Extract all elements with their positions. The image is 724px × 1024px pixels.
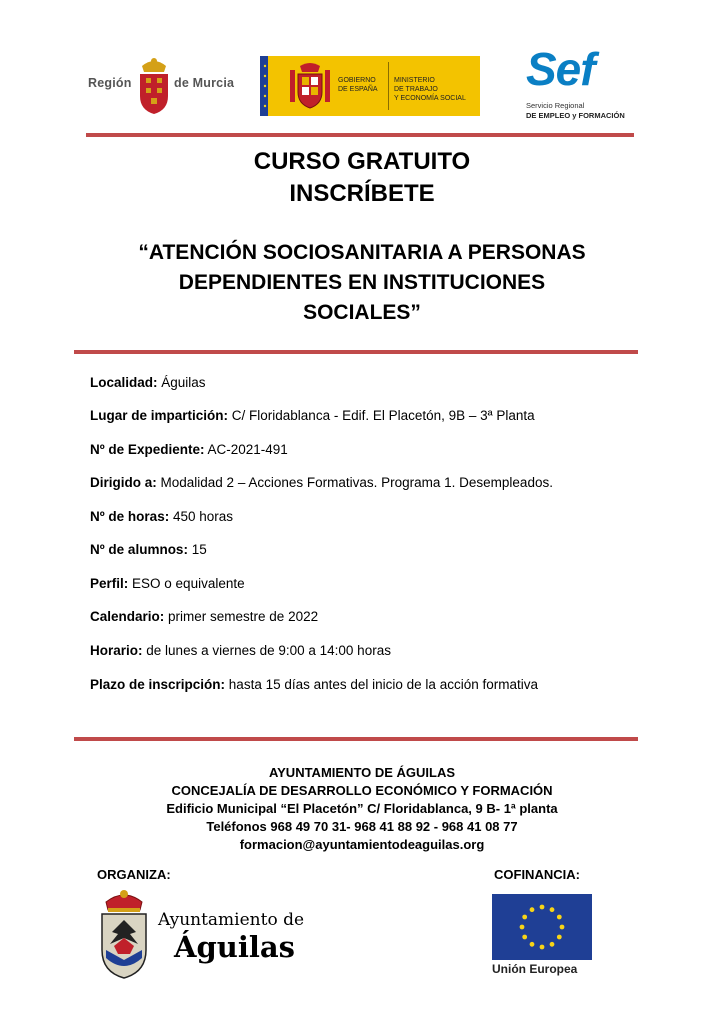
field-label: Localidad:: [90, 375, 158, 390]
spain-coat-of-arms-icon: [288, 62, 332, 110]
ministerio-line: Y ECONOMÍA SOCIAL: [394, 95, 466, 102]
eu-stars-icon: [492, 894, 592, 960]
murcia-logo-text-left: Región: [88, 76, 132, 90]
page-title: [0, 146, 724, 210]
field-value: primer semestre de 2022: [168, 609, 319, 624]
murcia-coat-of-arms-icon: [136, 56, 172, 116]
contact-block: [0, 764, 724, 854]
aguilas-coat-of-arms-icon: [96, 888, 152, 980]
field-dirigido: [90, 475, 553, 490]
ayuntamiento-aguilas-logo: [96, 888, 306, 980]
field-label: Nº de horas:: [90, 509, 170, 524]
divider-rule: [86, 133, 634, 137]
cofinancia-label: COFINANCIA:: [494, 867, 580, 882]
sef-line1: Servicio Regional: [526, 101, 585, 110]
field-value: Águilas: [161, 375, 206, 390]
field-label: Plazo de inscripción:: [90, 677, 226, 692]
region-de-murcia-logo: [88, 54, 238, 118]
title-line2: INSCRÍBETE: [289, 180, 435, 207]
divider-rule: [74, 350, 638, 354]
stars-icon: [262, 62, 268, 110]
field-expediente: [90, 442, 288, 457]
footer-email: formacion@ayuntamientodeaguilas.org: [239, 837, 485, 852]
field-label: Calendario:: [90, 609, 165, 624]
field-label: Lugar de impartición:: [90, 408, 229, 423]
course-line2: DEPENDIENTES EN INSTITUCIONES: [178, 271, 546, 294]
field-horas: [90, 509, 233, 524]
field-alumnos: [90, 542, 207, 557]
ministerio-text: [394, 76, 466, 103]
gobierno-de-espana-logo: [260, 56, 480, 116]
field-plazo: [90, 677, 538, 692]
gobierno-divider: [388, 62, 389, 110]
sef-logo: [524, 43, 628, 122]
field-label: Perfil:: [90, 576, 129, 591]
field-horario: [90, 643, 391, 658]
course-line3: SOCIALES”: [303, 301, 421, 324]
course-line1: “ATENCIÓN SOCIOSANITARIA A PERSONAS: [138, 241, 586, 264]
footer-line4: Teléfonos 968 49 70 31- 968 41 88 92 - 968 41 08 77: [206, 819, 518, 834]
field-label: Horario:: [90, 643, 143, 658]
field-localidad: [90, 375, 206, 390]
ministerio-line: MINISTERIO: [394, 77, 435, 84]
ministerio-line: DE TRABAJO: [394, 86, 438, 93]
divider-rule: [74, 737, 638, 741]
aguilas-logo-line1: Ayuntamiento de: [158, 910, 305, 930]
footer-line1: AYUNTAMIENTO DE ÁGUILAS: [268, 765, 456, 780]
field-perfil: [90, 576, 245, 591]
eu-caption: Unión Europea: [492, 962, 578, 976]
eu-flag: [492, 894, 592, 960]
field-value: de lunes a viernes de 9:00 a 14:00 horas: [146, 643, 391, 658]
gobierno-text: [338, 76, 378, 94]
sef-mark: Sef: [526, 43, 595, 95]
title-line1: CURSO GRATUITO: [253, 148, 471, 175]
field-calendario: [90, 609, 318, 624]
murcia-logo-text-right: de Murcia: [174, 76, 235, 90]
field-value: Modalidad 2 – Acciones Formativas. Programa 1. Desempleados.: [160, 475, 553, 490]
field-value: hasta 15 días antes del inicio de la acción formativa: [228, 677, 538, 692]
field-value: AC-2021-491: [207, 442, 288, 457]
organiza-label: ORGANIZA:: [97, 867, 171, 882]
field-value: C/ Floridablanca - Edif. El Placetón, 9B – 3ª Planta: [231, 408, 535, 423]
field-label: Nº de Expediente:: [90, 442, 205, 457]
gobierno-line: GOBIERNO: [338, 77, 376, 84]
footer-line3: Edificio Municipal “El Placetón” C/ Floridablanca, 9 B- 1ª planta: [166, 801, 558, 816]
field-label: Dirigido a:: [90, 475, 157, 490]
field-value: 450 horas: [172, 509, 234, 524]
field-value: ESO o equivalente: [132, 576, 245, 591]
course-name: [0, 238, 724, 328]
footer-line2: CONCEJALÍA DE DESARROLLO ECONÓMICO Y FORMACIÓN: [171, 783, 553, 798]
aguilas-logo-line2: Águilas: [174, 930, 296, 964]
gobierno-line: DE ESPAÑA: [338, 86, 378, 93]
field-lugar: [90, 408, 535, 423]
field-value: 15: [191, 542, 207, 557]
sef-line2: DE EMPLEO y FORMACIÓN: [526, 111, 625, 120]
field-label: Nº de alumnos:: [90, 542, 188, 557]
